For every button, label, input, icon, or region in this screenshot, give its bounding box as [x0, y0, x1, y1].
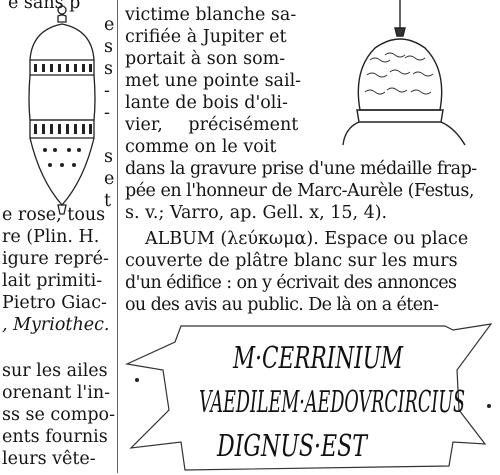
right-full-line: d'un édifice : on y écrivait des annonces — [125, 273, 457, 293]
left-fragment: e — [104, 169, 115, 189]
right-line: met une pointe sail- — [125, 71, 302, 91]
left-line-bottom: ents fournis — [2, 427, 108, 447]
right-full-line: s. v.; Varro, ap. Gell. x, 15, 4). — [125, 203, 388, 223]
left-fragment: s — [104, 59, 113, 79]
right-line: victime blanche sa- — [125, 5, 297, 25]
left-line: re (Plin. H. — [2, 227, 100, 247]
left-line: lait primiti- — [2, 271, 103, 291]
inscription-line: VAEDILEM·AEDOVRCIRCIUS — [199, 385, 465, 420]
album-entry: ALBUM (λεύκωμα). Espace ou place — [145, 229, 469, 249]
right-full-line: dans la gravure prise d'une médaille frap- — [125, 159, 477, 179]
inscription-tablet — [123, 320, 498, 475]
left-fragment: - — [104, 103, 110, 123]
right-full-line: couverte de plâtre blanc sur les murs — [125, 251, 458, 271]
left-fragment: s — [104, 37, 113, 57]
right-full-line: pée en l'honneur de Marc-Aurèle (Festus, — [125, 181, 474, 201]
right-full-line: ou des avis au public. De là on a éten- — [125, 295, 439, 315]
column-divider — [117, 0, 118, 473]
right-line: vier, précisément — [125, 115, 299, 135]
right-line: portait à son som- — [125, 49, 286, 69]
left-line: igure repré- — [2, 249, 109, 269]
left-fragment: t — [104, 191, 112, 211]
left-line-bottom: orenant l'in- — [2, 383, 111, 403]
inscription-line: M·CERRINIUM — [232, 341, 404, 376]
left-line: , Myriothec. — [2, 315, 110, 335]
left-top-cut: e sans p — [8, 0, 81, 13]
left-line: Pietro Giac- — [2, 293, 107, 313]
left-fragment: - — [104, 81, 110, 101]
left-line: e rose, tous — [2, 205, 106, 225]
urn-illustration — [0, 0, 120, 220]
right-line: comme on le voit — [125, 137, 277, 157]
helmet-illustration — [335, 0, 495, 150]
left-line-bottom: leurs vête- — [2, 449, 96, 469]
left-fragment: s — [104, 147, 113, 167]
left-fragment: e — [104, 15, 115, 35]
right-line: lante de bois d'oli- — [125, 93, 288, 113]
right-line: crifiée à Jupiter et — [125, 27, 287, 47]
left-line-bottom: ss se compo- — [2, 405, 116, 425]
inscription-line: DIGNUS·EST — [216, 429, 369, 464]
left-line-bottom: sur les ailes — [2, 361, 108, 381]
